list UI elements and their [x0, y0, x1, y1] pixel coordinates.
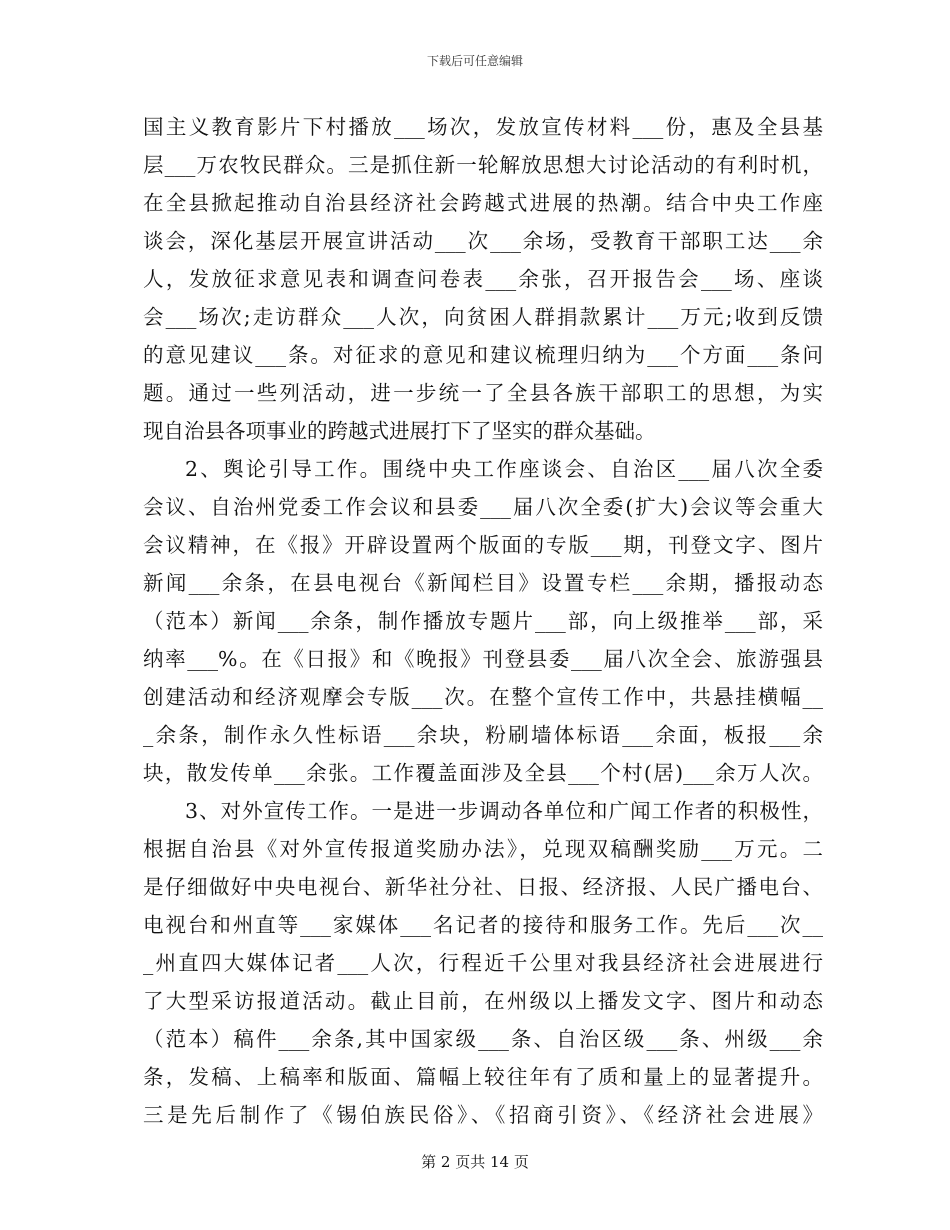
- body-line: 三是先后制作了《锡伯族民俗》、《招商引资》、《经济社会进展》: [143, 1103, 823, 1127]
- body-line: _州直四大媒体记者___人次，行程近千公里对我县经济社会进展进行: [143, 951, 823, 975]
- body-line: 会议、自治州党委工作会议和县委___届八次全委(扩大)会议等会重大: [143, 495, 823, 519]
- body-line: 的意见建议___条。对征求的意见和建议梳理归纳为___个方面___条问: [143, 343, 823, 367]
- body-line: 国主义教育影片下村播放___场次，发放宣传材料___份，惠及全县基: [143, 115, 823, 139]
- body-line: （范本）稿件___余条,其中国家级___条、自治区级___条、州级___余: [143, 1027, 823, 1051]
- body-line: （范本）新闻___余条，制作播放专题片___部，向上级推举___部，采: [143, 609, 823, 633]
- body-line: 条，发稿、上稿率和版面、篇幅上较往年有了质和量上的显著提升。: [143, 1065, 823, 1089]
- body-line: 会___场次;走访群众___人次，向贫困人群捐款累计___万元;收到反馈: [143, 305, 823, 329]
- body-line: 块，散发传单___余张。工作覆盖面涉及全县___个村(居)___余万人次。: [143, 761, 823, 785]
- body-line: 层___万农牧民群众。三是抓住新一轮解放思想大讨论活动的有利时机，: [143, 153, 823, 177]
- body-line: 题。通过一些列活动，进一步统一了全县各族干部职工的思想，为实: [143, 381, 823, 405]
- body-line: 创建活动和经济观摩会专版___次。在整个宣传工作中，共悬挂横幅__: [143, 685, 823, 709]
- body-line: 纳率___%。在《日报》和《晚报》刊登县委___届八次全会、旅游强县: [143, 647, 823, 671]
- body-line: 是仔细做好中央电视台、新华社分社、日报、经济报、人民广播电台、: [143, 875, 823, 899]
- body-line: 在全县掀起推动自治县经济社会跨越式进展的热潮。结合中央工作座: [143, 191, 823, 215]
- body-line: 了大型采访报道活动。截止目前，在州级以上播发文字、图片和动态: [143, 989, 823, 1013]
- body-line: 现自治县各项事业的跨越式进展打下了坚实的群众基础。: [143, 419, 656, 443]
- body-line: 会议精神，在《报》开辟设置两个版面的专版___期，刊登文字、图片: [143, 533, 823, 557]
- body-line: 2、舆论引导工作。围绕中央工作座谈会、自治区___届八次全委: [185, 457, 823, 481]
- body-line: 新闻___余条，在县电视台《新闻栏目》设置专栏___余期，播报动态: [143, 571, 823, 595]
- body-line: 3、对外宣传工作。一是进一步调动各单位和广闻工作者的积极性，: [185, 799, 823, 823]
- body-line: 电视台和州直等___家媒体___名记者的接待和服务工作。先后___次__: [143, 913, 823, 937]
- page-number: 第 2 页共 14 页: [421, 1153, 529, 1171]
- document-body: [143, 108, 823, 1134]
- body-line: 根据自治县《对外宣传报道奖励办法》，兑现双稿酬奖励___万元。二: [143, 837, 823, 861]
- body-line: 人，发放征求意见表和调查问卷表___余张，召开报告会___场、座谈: [143, 267, 823, 291]
- body-line: 谈会，深化基层开展宣讲活动___次___余场，受教育干部职工达___余: [143, 229, 823, 253]
- body-line: _余条，制作永久性标语___余块，粉刷墙体标语___余面，板报___余: [143, 723, 823, 747]
- page-header: 下载后可任意编辑: [426, 54, 523, 68]
